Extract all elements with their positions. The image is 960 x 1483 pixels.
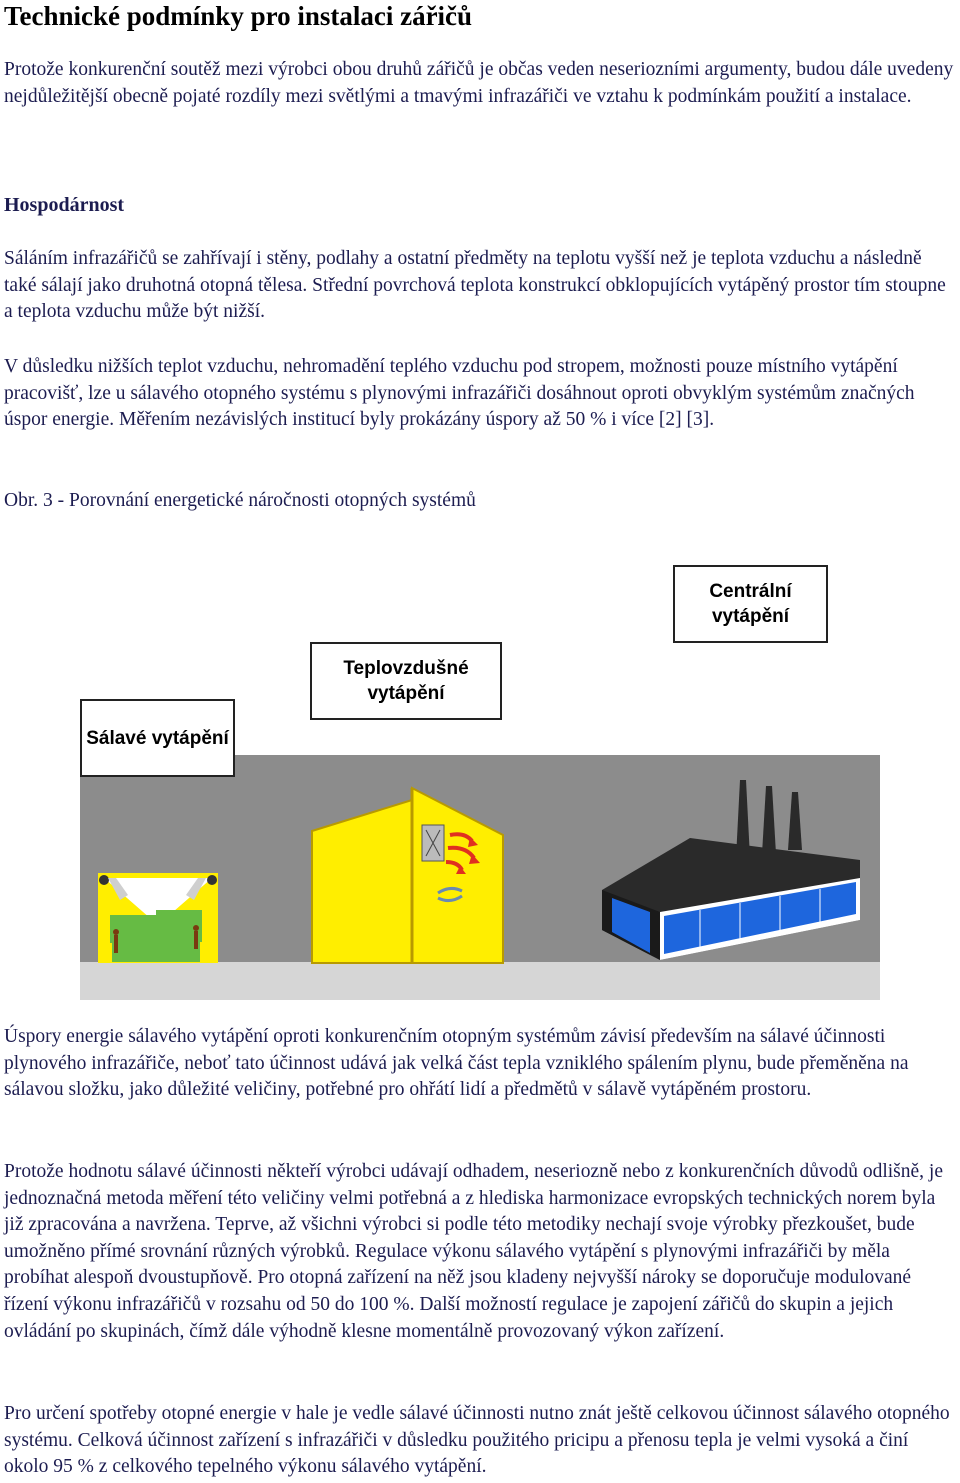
radiant-heating-scene [98, 873, 218, 963]
paragraph-radiation: Sáláním infrazářičů se zahřívají i stěny, podlahy a ostatní předměty na teplotu vyšší než je teplota vzduchu a následně také sálají jako druhotná otopná tělesa. Střední povrchová teplota konstrukcí obklopujících vytápěný prostor tím stoupne a teplota vzduchu může být nižší. [4, 248, 946, 323]
paragraph-efficiency: Úspory energie sálavého vytápění oproti konkurenčním otopným systémům závisí především na sálavé účinnosti plynového infrazářiče, neboť tato účinnost udává jak velká část tepla vzniklého spálením plynu, bude přeměněna na sálavou složku, jako důležité veličiny, potřebné pro ohřátí lidí a předmětů v sálavě vytápěném prostoru. [4, 1026, 909, 1101]
paragraph-regulation: Protože hodnotu sálavé účinnosti někteří výrobci udávají odhadem, neseriozně nebo z konkurenčních důvodů odlišně, je jednoznačná metoda měření této veličiny velmi potřebná a z hlediska harmonizace evropských technických norem byla již zpracována a navržena. Teprve, až všichni výrobci si podle této metodiky nechají svoje výrobky přezkoušet, bude umožněno přímé srovnání různých výrobků. Regulace výkonu sálavého vytápění s plynovými infrazářiči by měla probíhat alespoň dvoustupňově. Pro otopná zařízení na něž jsou kladeny nejvyšší nároky se doporučuje modulované řízení výkonu infrazářičů v rozsahu od 50 do 100 %. Další možností regulace je zapojení zářičů do skupin a jejich ovládání po skupinách, čímž dále výhodně klesne momentálně provozovaný výkon zařízení. [4, 1161, 943, 1342]
figure-caption: Obr. 3 - Porovnání energetické náročnosti otopných systémů [4, 490, 476, 511]
heating-comparison-figure [0, 560, 960, 1000]
ground [80, 962, 880, 1000]
section-heading: Hospodárnost [4, 194, 125, 216]
paragraph-total-efficiency: Pro určení spotřeby otopné energie v hale je vedle sálavé účinnosti nutno znát ještě celkovou účinnost sálavého otopného systému. Celková účinnost zařízení s infrazářiči v důsledku použitého pricipu a přenosu tepla je velmi vysoká a činí okolo 95 % z celkového tepelného výkonu sálavého vytápění. [4, 1403, 950, 1478]
label-radiant-heating: Sálavé vytápění [80, 699, 235, 777]
paragraph-savings: V důsledku nižších teplot vzduchu, nehromadění teplého vzduchu pod stropem, možnosti pouze místního vytápění pracovišť, lze u sálavého otopného systému s plynovými infrazářiči dosáhnout oproti obvyklým systémům značných úspor energie. Měřením nezávislých institucí byly prokázány úspory až 50 % i více [2] [3]. [4, 356, 915, 431]
label-central-heating: Centrální vytápění [673, 565, 828, 643]
intro-paragraph: Protože konkurenční soutěž mezi výrobci obou druhů zářičů je občas veden neseriozními argumenty, budou dále uvedeny nejdůležitější obecně pojaté rozdíly mezi světlými a tmavými infrazářiči ve vztahu k podmínkám použití a instalace. [4, 59, 954, 107]
label-warm-air-heating: Teplovzdušné vytápění [310, 642, 502, 720]
page-title: Technické podmínky pro instalaci zářičů [4, 1, 473, 31]
